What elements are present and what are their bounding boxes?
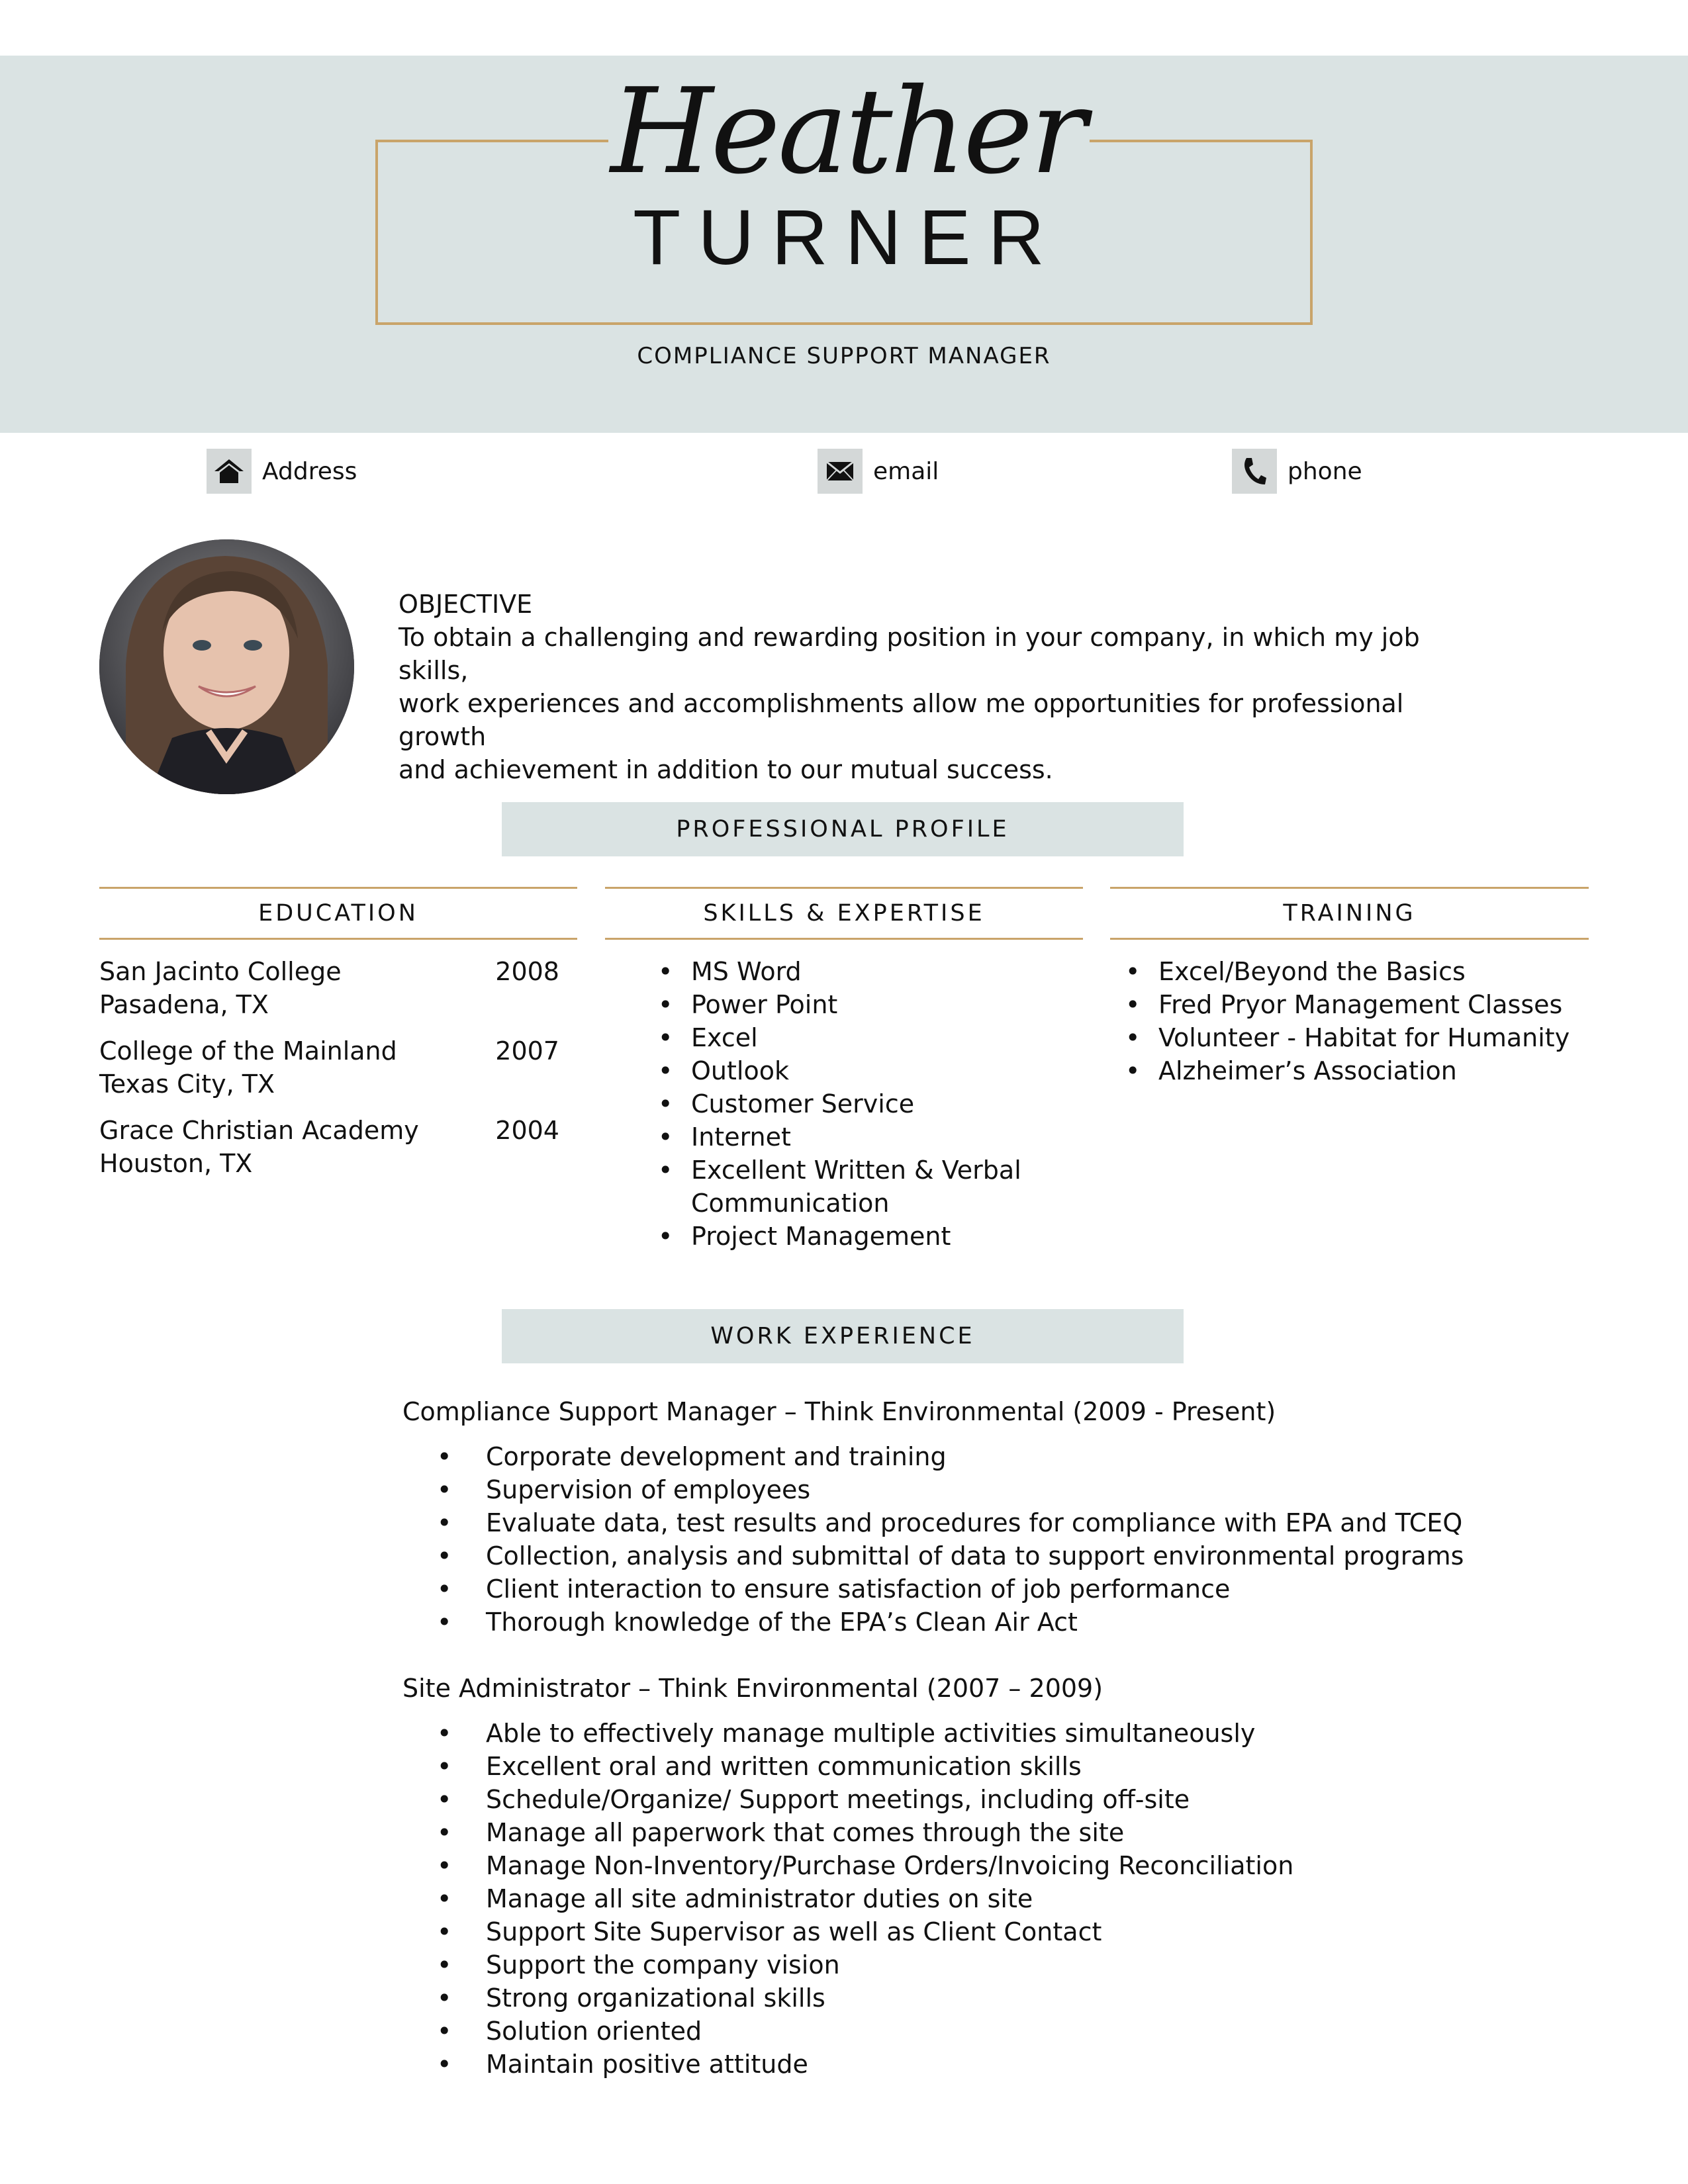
frame-bottom: [375, 322, 1313, 325]
contact-address: [207, 449, 357, 494]
phone-icon: [1232, 449, 1277, 494]
frame-top-left: [375, 140, 608, 142]
education-entry: [99, 955, 559, 1021]
job-duty: • Thorough knowledge of the EPA’s Clean Air Act: [437, 1606, 1562, 1639]
job-duties-list: [437, 1717, 1562, 2081]
envelope-icon: [818, 449, 863, 494]
skill-item: • Excellent Written & Verbal Communication: [658, 1154, 1029, 1220]
skill-item: • Internet: [658, 1120, 1029, 1154]
contact-phone: [1232, 449, 1362, 494]
job-duty: • Able to effectively manage multiple activities simultaneously: [437, 1717, 1562, 1750]
work-experience-heading: WORK EXPERIENCE: [502, 1309, 1184, 1363]
skill-item: • Project Management: [658, 1220, 1029, 1253]
frame-top-right: [1090, 140, 1313, 142]
skill-item: • Outlook: [658, 1054, 1029, 1087]
education-list: [99, 955, 559, 1193]
training-heading: TRAINING: [1110, 887, 1589, 940]
frame-left: [375, 140, 378, 325]
job-duty: • Manage all paperwork that comes through the site: [437, 1816, 1562, 1849]
job-duty: • Solution oriented: [437, 2015, 1562, 2048]
address-label: Address: [262, 457, 357, 485]
job-duty: • Schedule/Organize/ Support meetings, including off-site: [437, 1783, 1562, 1816]
job-duty: • Corporate development and training: [437, 1440, 1562, 1473]
training-item: • Volunteer - Habitat for Humanity: [1125, 1021, 1589, 1054]
education-entry: [99, 1114, 559, 1180]
school-year: 2004: [495, 1116, 559, 1145]
job-duty: • Evaluate data, test results and procedures for compliance with EPA and TCEQ: [437, 1506, 1562, 1539]
skill-item: • MS Word: [658, 955, 1029, 988]
training-item: • Alzheimer’s Association: [1125, 1054, 1589, 1087]
job-duty: • Support Site Supervisor as well as Client Contact: [437, 1915, 1562, 1948]
email-label: email: [873, 457, 939, 485]
school-year: 2007: [495, 1036, 559, 1066]
education-heading: EDUCATION: [99, 887, 577, 940]
job-title: Site Administrator – Think Environmental (2007 – 2009): [402, 1674, 1103, 1703]
skills-list: [658, 955, 1029, 1253]
skills-heading: SKILLS & EXPERTISE: [605, 887, 1083, 940]
job-duty: • Strong organizational skills: [437, 1981, 1562, 2015]
contact-email: [818, 449, 939, 494]
objective-section: [399, 588, 1491, 786]
school-location: Pasadena, TX: [99, 990, 269, 1019]
frame-right: [1310, 140, 1313, 325]
objective-line: To obtain a challenging and rewarding position in your company, in which my job skills,: [399, 623, 1420, 685]
objective-line: work experiences and accomplishments allow me opportunities for professional growth: [399, 689, 1404, 751]
home-icon: [207, 449, 252, 494]
training-list: [1125, 955, 1589, 1087]
job-duty: • Manage Non-Inventory/Purchase Orders/Invoicing Reconciliation: [437, 1849, 1562, 1882]
skill-item: • Power Point: [658, 988, 1029, 1021]
school-year: 2008: [495, 957, 559, 986]
professional-profile-heading: PROFESSIONAL PROFILE: [502, 802, 1184, 856]
phone-label: phone: [1288, 457, 1362, 485]
job-duty: • Client interaction to ensure satisfaction of job performance: [437, 1572, 1562, 1606]
school-name: San Jacinto College: [99, 957, 342, 986]
training-item: • Fred Pryor Management Classes: [1125, 988, 1589, 1021]
skill-item: • Customer Service: [658, 1087, 1029, 1120]
job-duty: • Collection, analysis and submittal of data to support environmental programs: [437, 1539, 1562, 1572]
last-name: TURNER: [633, 194, 1062, 281]
job-duty: • Manage all site administrator duties on site: [437, 1882, 1562, 1915]
objective-line: and achievement in addition to our mutual success.: [399, 755, 1053, 784]
first-name: Heather: [610, 63, 1084, 200]
profile-photo: [99, 539, 354, 794]
job-duty: • Excellent oral and written communication skills: [437, 1750, 1562, 1783]
school-location: Texas City, TX: [99, 1069, 275, 1099]
objective-heading: OBJECTIVE: [399, 590, 533, 619]
school-name: College of the Mainland: [99, 1036, 397, 1066]
skill-item: • Excel: [658, 1021, 1029, 1054]
job-duty: • Supervision of employees: [437, 1473, 1562, 1506]
school-name: Grace Christian Academy: [99, 1116, 419, 1145]
training-item: • Excel/Beyond the Basics: [1125, 955, 1589, 988]
job-title: Compliance Support Manager – Think Environmental (2009 - Present): [402, 1397, 1276, 1426]
job-title: COMPLIANCE SUPPORT MANAGER: [637, 343, 1051, 369]
education-entry: [99, 1034, 559, 1101]
job-duty: • Support the company vision: [437, 1948, 1562, 1981]
school-location: Houston, TX: [99, 1149, 253, 1178]
job-duty: • Maintain positive attitude: [437, 2048, 1562, 2081]
job-duties-list: [437, 1440, 1562, 1639]
